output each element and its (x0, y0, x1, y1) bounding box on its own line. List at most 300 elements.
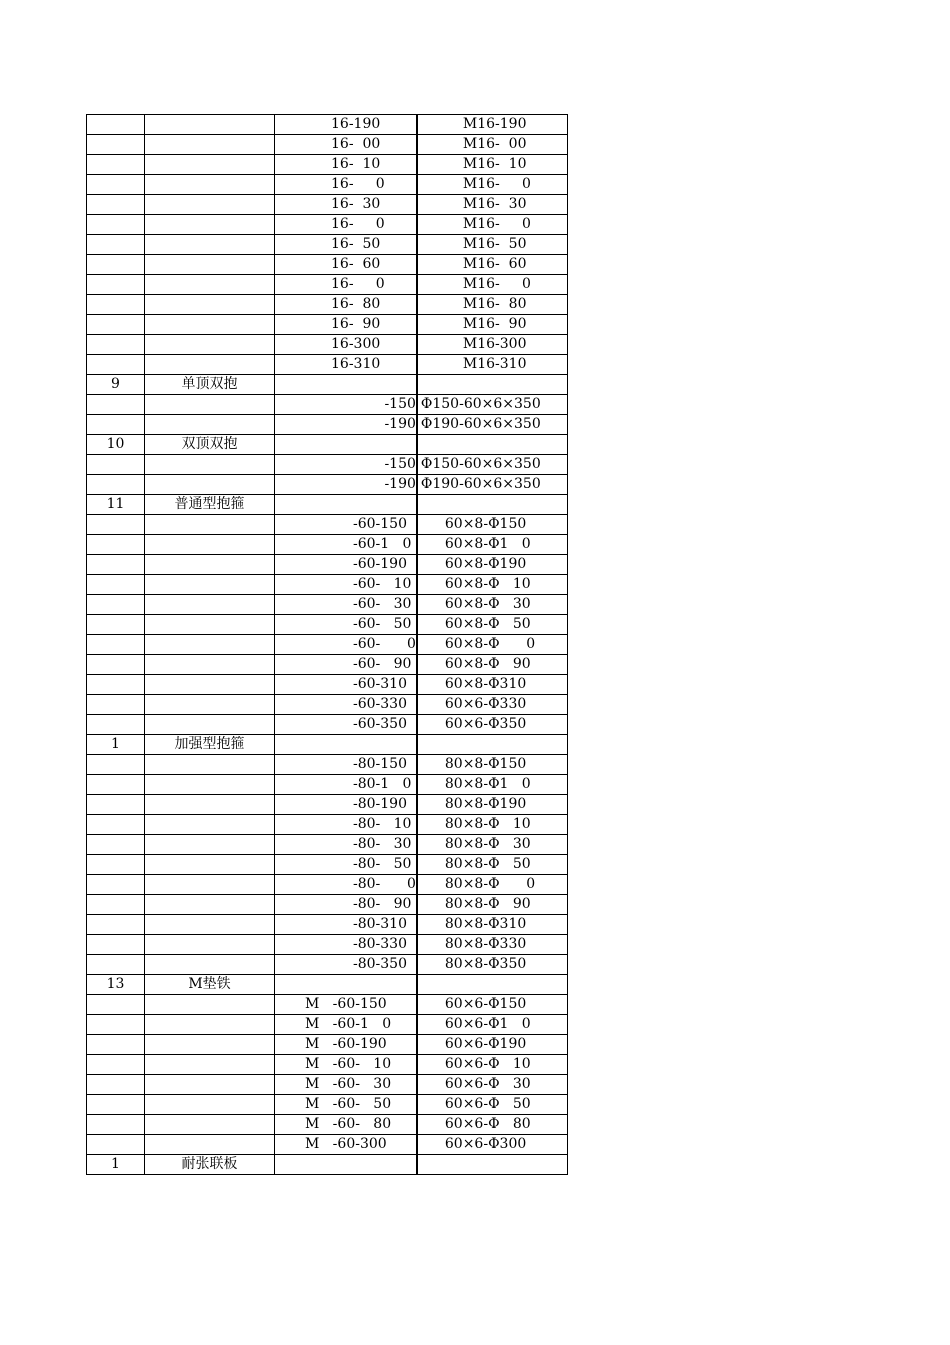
item-number-cell[interactable] (87, 915, 145, 935)
item-name-cell[interactable] (145, 475, 275, 495)
item-number-cell[interactable] (87, 535, 145, 555)
model-code-text: 80×8-Φ310 (444, 916, 527, 932)
spec-cell[interactable] (275, 635, 417, 655)
table-row (87, 335, 568, 355)
item-name-cell[interactable] (145, 955, 275, 975)
item-number-cell[interactable] (87, 175, 145, 195)
spec-cell[interactable] (275, 315, 417, 335)
item-name-cell[interactable] (145, 355, 275, 375)
model-code-cell[interactable] (417, 1135, 568, 1155)
item-name-cell[interactable] (145, 815, 275, 835)
spec-cell[interactable] (275, 935, 417, 955)
model-code-cell[interactable] (417, 555, 568, 575)
item-name-cell[interactable] (145, 835, 275, 855)
spec-cell[interactable] (275, 1075, 417, 1095)
table-row (87, 895, 568, 915)
spec-cell[interactable] (275, 695, 417, 715)
model-code-cell[interactable] (417, 155, 568, 175)
model-code-cell[interactable] (417, 235, 568, 255)
item-number-cell[interactable] (87, 795, 145, 815)
spec-cell[interactable] (275, 235, 417, 255)
model-code-text: 80×8-Φ190 (444, 796, 527, 812)
spec-text: -60- 0 (353, 636, 416, 652)
item-number-cell[interactable] (87, 275, 145, 295)
spec-cell[interactable] (275, 955, 417, 975)
table-row (87, 135, 568, 155)
item-number-cell[interactable] (87, 935, 145, 955)
spec-cell[interactable] (275, 175, 417, 195)
item-number-cell[interactable] (87, 415, 145, 435)
spec-cell[interactable] (275, 275, 417, 295)
item-name-cell[interactable] (145, 1095, 275, 1115)
table-body (87, 115, 568, 1175)
spec-cell[interactable] (275, 735, 417, 755)
model-code-text: 60×8-Φ 10 (444, 576, 531, 592)
table-row (87, 115, 568, 135)
spec-text: 16- 10 (331, 156, 381, 172)
item-number-cell[interactable] (87, 455, 145, 475)
model-code-cell[interactable] (417, 135, 568, 155)
item-name-cell[interactable]: 单顶双抱 (145, 375, 275, 395)
model-code-cell[interactable] (417, 335, 568, 355)
spec-cell[interactable] (275, 355, 417, 375)
table-row (87, 535, 568, 555)
spec-text: -60- 30 (353, 596, 412, 612)
spec-cell[interactable] (275, 895, 417, 915)
model-code-cell[interactable] (417, 735, 568, 755)
item-name-cell[interactable] (145, 315, 275, 335)
item-number-cell[interactable] (87, 835, 145, 855)
spec-text: -60-150 (353, 516, 407, 532)
spec-text: -80- 50 (353, 856, 412, 872)
spec-text: -80-310 (353, 916, 407, 932)
model-code-text: M16-310 (462, 356, 527, 372)
item-number-cell[interactable] (87, 655, 145, 675)
table-row (87, 655, 568, 675)
item-number-cell[interactable] (87, 775, 145, 795)
spec-cell[interactable] (275, 1015, 417, 1035)
table-row (87, 575, 568, 595)
item-name-cell[interactable] (145, 875, 275, 895)
item-name-cell[interactable] (145, 1055, 275, 1075)
item-name-cell[interactable] (145, 235, 275, 255)
item-number-cell[interactable] (87, 155, 145, 175)
model-code-text: 60×6-Φ350 (444, 716, 527, 732)
table-row (87, 1155, 568, 1175)
table-row (87, 735, 568, 755)
item-name-cell[interactable] (145, 175, 275, 195)
item-number-cell[interactable]: 10 (87, 435, 145, 455)
model-code-text: Φ150-60×6×350 (420, 456, 541, 472)
spec-cell[interactable] (275, 755, 417, 775)
spec-cell[interactable] (275, 835, 417, 855)
spec-text: M -60-1 0 (305, 1016, 392, 1032)
item-number-cell[interactable] (87, 1115, 145, 1135)
item-number-cell[interactable] (87, 1055, 145, 1075)
item-name-cell[interactable] (145, 135, 275, 155)
spec-cell[interactable] (275, 995, 417, 1015)
model-code-text: 60×8-Φ150 (444, 516, 527, 532)
table-row (87, 215, 568, 235)
model-code-cell[interactable] (417, 115, 568, 135)
model-code-cell[interactable] (417, 995, 568, 1015)
item-name-cell[interactable] (145, 775, 275, 795)
spec-cell[interactable] (275, 595, 417, 615)
item-number-cell[interactable] (87, 115, 145, 135)
model-code-text: 60×6-Φ 80 (444, 1116, 531, 1132)
item-number-cell[interactable] (87, 875, 145, 895)
spec-cell[interactable] (275, 535, 417, 555)
spec-text: -80- 10 (353, 816, 412, 832)
table-row (87, 875, 568, 895)
item-name-cell[interactable]: 普通型抱箍 (145, 495, 275, 515)
model-code-text: 60×6-Φ190 (444, 1036, 527, 1052)
item-name-cell[interactable] (145, 1015, 275, 1035)
spec-cell[interactable] (275, 675, 417, 695)
spec-text: -190 (384, 476, 416, 492)
item-name-cell[interactable] (145, 695, 275, 715)
table-row (87, 195, 568, 215)
item-name-cell[interactable] (145, 1135, 275, 1155)
item-name-cell[interactable] (145, 995, 275, 1015)
model-code-text: 80×8-Φ1 0 (444, 776, 531, 792)
table-row (87, 835, 568, 855)
item-number-cell[interactable] (87, 955, 145, 975)
item-number-cell[interactable] (87, 695, 145, 715)
spec-text: 16- 0 (331, 216, 385, 232)
model-code-cell[interactable] (417, 935, 568, 955)
spec-text: 16-310 (331, 356, 381, 372)
item-name-cell[interactable] (145, 615, 275, 635)
model-code-cell[interactable] (417, 715, 568, 735)
model-code-cell[interactable] (417, 575, 568, 595)
model-code-text: M16- 0 (462, 276, 531, 292)
spec-cell[interactable] (275, 975, 417, 995)
item-number-cell[interactable] (87, 595, 145, 615)
model-code-cell[interactable] (417, 855, 568, 875)
model-code-cell[interactable] (417, 1115, 568, 1135)
spec-text: M -60-190 (305, 1036, 387, 1052)
spec-cell[interactable] (275, 555, 417, 575)
table-row (87, 715, 568, 735)
model-code-cell[interactable] (417, 315, 568, 335)
model-code-cell[interactable] (417, 1075, 568, 1095)
table-row (87, 595, 568, 615)
item-name-cell[interactable] (145, 915, 275, 935)
model-code-text: 60×6-Φ330 (444, 696, 527, 712)
spec-text: 16- 00 (331, 136, 381, 152)
spec-cell[interactable] (275, 575, 417, 595)
spec-cell[interactable] (275, 1095, 417, 1115)
item-name-cell[interactable] (145, 535, 275, 555)
spec-text: 16- 50 (331, 236, 381, 252)
table-row (87, 355, 568, 375)
model-code-text: M16- 80 (462, 296, 527, 312)
model-code-cell[interactable] (417, 835, 568, 855)
item-name-cell[interactable]: 耐张联板 (145, 1155, 275, 1175)
model-code-cell[interactable] (417, 1035, 568, 1055)
item-name-cell[interactable] (145, 255, 275, 275)
item-name-cell[interactable] (145, 715, 275, 735)
item-name-cell[interactable] (145, 215, 275, 235)
item-name-cell[interactable] (145, 855, 275, 875)
table-row (87, 495, 568, 515)
model-code-cell[interactable] (417, 875, 568, 895)
model-code-text: 60×6-Φ 30 (444, 1076, 531, 1092)
item-number-cell[interactable]: 11 (87, 495, 145, 515)
item-number-cell[interactable] (87, 295, 145, 315)
item-number-cell[interactable] (87, 1035, 145, 1055)
item-number-cell[interactable] (87, 895, 145, 915)
item-name-cell[interactable] (145, 1115, 275, 1135)
item-number-cell[interactable] (87, 515, 145, 535)
model-code-text: 80×8-Φ 30 (444, 836, 531, 852)
item-number-cell[interactable] (87, 675, 145, 695)
table-row (87, 515, 568, 535)
spec-cell[interactable] (275, 655, 417, 675)
model-code-cell[interactable] (417, 395, 568, 415)
model-code-cell[interactable] (417, 375, 568, 395)
item-number-cell[interactable] (87, 995, 145, 1015)
spec-cell[interactable] (275, 795, 417, 815)
table-row (87, 475, 568, 495)
item-number-cell[interactable] (87, 395, 145, 415)
spec-cell[interactable] (275, 1155, 417, 1175)
model-code-cell[interactable] (417, 615, 568, 635)
item-name-cell[interactable] (145, 115, 275, 135)
item-name-cell[interactable] (145, 1075, 275, 1095)
model-code-cell[interactable] (417, 915, 568, 935)
spec-text: -80- 90 (353, 896, 412, 912)
item-number-cell[interactable] (87, 315, 145, 335)
item-name-cell[interactable] (145, 795, 275, 815)
item-name-cell[interactable] (145, 595, 275, 615)
model-code-text: M16- 0 (462, 216, 531, 232)
table-row (87, 1075, 568, 1095)
model-code-cell[interactable] (417, 435, 568, 455)
item-name-cell[interactable] (145, 295, 275, 315)
table-row (87, 555, 568, 575)
item-number-cell[interactable]: 1 (87, 1155, 145, 1175)
model-code-text: 60×8-Φ 30 (444, 596, 531, 612)
item-number-cell[interactable]: 13 (87, 975, 145, 995)
item-name-cell[interactable] (145, 515, 275, 535)
model-code-cell[interactable] (417, 535, 568, 555)
item-number-cell[interactable] (87, 135, 145, 155)
spec-cell[interactable] (275, 1135, 417, 1155)
spec-text: M -60- 50 (305, 1096, 392, 1112)
model-code-cell[interactable] (417, 595, 568, 615)
spec-cell[interactable] (275, 1115, 417, 1135)
spec-text: -80-190 (353, 796, 407, 812)
spec-cell[interactable] (275, 475, 417, 495)
model-code-text: 60×8-Φ 50 (444, 616, 531, 632)
item-name-cell[interactable] (145, 415, 275, 435)
spec-cell[interactable] (275, 615, 417, 635)
spec-cell[interactable] (275, 415, 417, 435)
model-code-cell[interactable] (417, 195, 568, 215)
item-number-cell[interactable] (87, 815, 145, 835)
model-code-cell[interactable] (417, 295, 568, 315)
spec-text: -80- 30 (353, 836, 412, 852)
item-name-cell[interactable]: 双顶双抱 (145, 435, 275, 455)
model-code-cell[interactable] (417, 475, 568, 495)
spec-text: -80-350 (353, 956, 407, 972)
spec-cell[interactable] (275, 875, 417, 895)
model-code-cell[interactable] (417, 455, 568, 475)
spec-text: M -60- 80 (305, 1116, 392, 1132)
item-name-cell[interactable] (145, 335, 275, 355)
model-code-text: M16- 60 (462, 256, 527, 272)
spec-cell[interactable] (275, 335, 417, 355)
item-name-cell[interactable] (145, 555, 275, 575)
spec-cell[interactable] (275, 455, 417, 475)
item-number-cell[interactable]: 9 (87, 375, 145, 395)
spec-cell[interactable] (275, 395, 417, 415)
model-code-cell[interactable] (417, 515, 568, 535)
item-number-cell[interactable] (87, 355, 145, 375)
item-name-cell[interactable]: M垫铁 (145, 975, 275, 995)
item-number-cell[interactable] (87, 755, 145, 775)
item-number-cell[interactable] (87, 255, 145, 275)
model-code-text: 80×8-Φ150 (444, 756, 527, 772)
model-code-text: M16- 00 (462, 136, 527, 152)
item-name-cell[interactable] (145, 155, 275, 175)
spec-text: -60- 10 (353, 576, 412, 592)
model-code-text: 60×8-Φ 0 (444, 636, 536, 652)
item-name-cell[interactable] (145, 675, 275, 695)
item-number-cell[interactable] (87, 335, 145, 355)
spec-cell[interactable] (275, 115, 417, 135)
model-code-cell[interactable] (417, 655, 568, 675)
item-name-cell[interactable] (145, 575, 275, 595)
spec-text: -190 (384, 416, 416, 432)
model-code-cell[interactable] (417, 275, 568, 295)
spec-cell[interactable] (275, 435, 417, 455)
model-code-text: 80×8-Φ 10 (444, 816, 531, 832)
model-code-cell[interactable] (417, 495, 568, 515)
model-code-cell[interactable] (417, 775, 568, 795)
item-number-cell[interactable]: 1 (87, 735, 145, 755)
item-number-cell[interactable] (87, 1095, 145, 1115)
table-row (87, 1135, 568, 1155)
spec-cell[interactable] (275, 495, 417, 515)
spec-cell[interactable] (275, 1055, 417, 1075)
spec-cell[interactable] (275, 195, 417, 215)
item-name-cell[interactable] (145, 935, 275, 955)
item-name-cell[interactable] (145, 195, 275, 215)
item-number-cell[interactable] (87, 195, 145, 215)
item-number-cell[interactable] (87, 575, 145, 595)
item-number-cell[interactable] (87, 475, 145, 495)
model-code-text: M16- 50 (462, 236, 527, 252)
table-row (87, 315, 568, 335)
table-row (87, 755, 568, 775)
table-row (87, 1115, 568, 1135)
model-code-cell[interactable] (417, 695, 568, 715)
model-code-text: 60×8-Φ1 0 (444, 536, 531, 552)
item-number-cell[interactable] (87, 635, 145, 655)
item-name-cell[interactable] (145, 895, 275, 915)
spec-cell[interactable] (275, 1035, 417, 1055)
item-name-cell[interactable] (145, 1035, 275, 1055)
spec-cell[interactable] (275, 915, 417, 935)
model-code-cell[interactable] (417, 955, 568, 975)
spec-cell[interactable] (275, 375, 417, 395)
table-row (87, 415, 568, 435)
spec-text: 16- 80 (331, 296, 381, 312)
spec-cell[interactable] (275, 815, 417, 835)
spec-text: 16- 60 (331, 256, 381, 272)
spec-text: -150 (384, 396, 416, 412)
spec-text: -60- 50 (353, 616, 412, 632)
item-number-cell[interactable] (87, 715, 145, 735)
model-code-cell[interactable] (417, 895, 568, 915)
model-code-cell[interactable] (417, 415, 568, 435)
item-number-cell[interactable] (87, 555, 145, 575)
table-row (87, 995, 568, 1015)
spec-cell[interactable] (275, 855, 417, 875)
model-code-cell[interactable] (417, 355, 568, 375)
item-name-cell[interactable] (145, 395, 275, 415)
model-code-cell[interactable] (417, 635, 568, 655)
model-code-cell[interactable] (417, 1155, 568, 1175)
model-code-cell[interactable] (417, 675, 568, 695)
item-number-cell[interactable] (87, 235, 145, 255)
table-row (87, 255, 568, 275)
model-code-cell[interactable] (417, 975, 568, 995)
spec-cell[interactable] (275, 295, 417, 315)
model-code-cell[interactable] (417, 1015, 568, 1035)
model-code-cell[interactable] (417, 795, 568, 815)
model-code-cell[interactable] (417, 1095, 568, 1115)
item-number-cell[interactable] (87, 1075, 145, 1095)
model-code-cell[interactable] (417, 815, 568, 835)
spec-cell[interactable] (275, 715, 417, 735)
item-name-cell[interactable] (145, 655, 275, 675)
model-code-cell[interactable] (417, 215, 568, 235)
item-number-cell[interactable] (87, 215, 145, 235)
spec-cell[interactable] (275, 775, 417, 795)
item-number-cell[interactable] (87, 1135, 145, 1155)
spec-cell[interactable] (275, 135, 417, 155)
item-number-cell[interactable] (87, 1015, 145, 1035)
table-row (87, 855, 568, 875)
model-code-cell[interactable] (417, 175, 568, 195)
model-code-cell[interactable] (417, 755, 568, 775)
item-name-cell[interactable]: 加强型抱箍 (145, 735, 275, 755)
spec-text: -80-1 0 (353, 776, 412, 792)
table-row (87, 675, 568, 695)
model-code-cell[interactable] (417, 255, 568, 275)
item-number-cell[interactable] (87, 615, 145, 635)
item-name-cell[interactable] (145, 755, 275, 775)
model-code-cell[interactable] (417, 1055, 568, 1075)
table-row (87, 975, 568, 995)
spec-text: 16- 90 (331, 316, 381, 332)
spec-cell[interactable] (275, 255, 417, 275)
spec-cell[interactable] (275, 215, 417, 235)
spec-cell[interactable] (275, 515, 417, 535)
spec-text: 16- 0 (331, 176, 385, 192)
model-code-text: Φ190-60×6×350 (420, 416, 541, 432)
spec-text: M -60-150 (305, 996, 387, 1012)
item-number-cell[interactable] (87, 855, 145, 875)
item-name-cell[interactable] (145, 455, 275, 475)
item-name-cell[interactable] (145, 635, 275, 655)
spec-cell[interactable] (275, 155, 417, 175)
item-name-cell[interactable] (145, 275, 275, 295)
